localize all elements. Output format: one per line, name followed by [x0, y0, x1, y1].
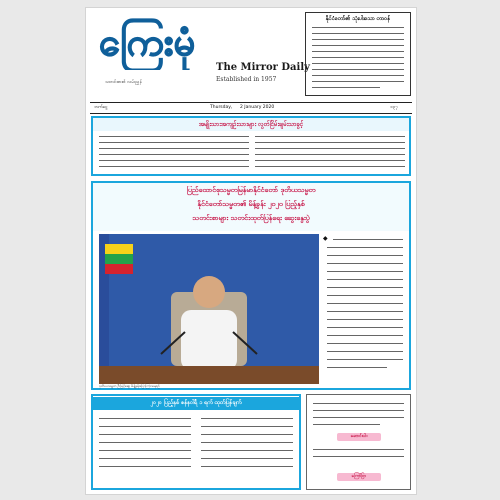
person-head: [193, 276, 225, 308]
feature-photo: [99, 234, 319, 384]
established-note: Established in 1957: [216, 76, 277, 83]
bottom-story-title: ၂၀၂၀ ပြည့်နှစ် ဇန်နဝါရီ ၁ ရက် ထုတ်ပြန်ချက်: [93, 397, 299, 410]
text-line: [201, 450, 293, 451]
text-line: [99, 450, 191, 451]
bullet-icon: ◆: [323, 235, 328, 242]
flag-green: [105, 254, 133, 264]
text-line: [99, 458, 191, 459]
article-headline: အမျိုးသားအကျဉ်းသားများ လွတ်ငြိမ်းချမ်းသာခွင့်: [198, 121, 304, 128]
feature-headline-line: ပြည်ထောင်စုသမ္မတမြန်မာနိုင်ငံတော် ဒုတိယသမ္မတ: [186, 186, 316, 194]
text-line: [255, 148, 405, 149]
text-line: [201, 442, 293, 443]
text-line: [201, 466, 293, 467]
photo-caption: ဒုတိယသမ္မတ ဦးမြင့်ဆွေ မိန့်ခွန်းပြောကြားနေစဉ်: [99, 384, 160, 388]
burmese-title: ကြေးမုံ: [99, 20, 196, 64]
text-line: [255, 166, 405, 167]
article-header: [93, 118, 409, 131]
text-line: [255, 154, 405, 155]
text-line: [313, 417, 404, 418]
text-line: [327, 271, 403, 272]
text-line: [313, 456, 404, 457]
text-line: [255, 160, 405, 161]
flag-yellow: [105, 244, 133, 254]
text-line: [327, 295, 403, 296]
english-title: The Mirror Daily: [216, 62, 310, 73]
text-line: [201, 418, 293, 419]
feature-side-text: [323, 235, 407, 385]
date-bar-left: ဘက်ငွေ: [94, 104, 108, 110]
text-line: [327, 263, 403, 264]
tagline: သတင်းစာ၏ လမ်းညွှန်: [105, 80, 142, 85]
flag-red: [105, 264, 133, 274]
text-line: [327, 303, 403, 304]
text-line: [99, 148, 249, 149]
feature-headline-line: နိုင်ငံတော်သမ္မတ၏ မိန့်ခွန်း ၂၀၂၀ ပြည့်နှစ်: [197, 200, 305, 208]
text-line: [327, 327, 403, 328]
text-line: [312, 51, 404, 52]
photo-illustration: [99, 234, 319, 384]
masthead-logo: [95, 10, 215, 70]
text-line: [313, 449, 404, 450]
article-box: [91, 116, 411, 176]
text-line: [327, 255, 403, 256]
text-line: [327, 279, 403, 280]
feature-story: [91, 181, 411, 390]
text-line: [312, 75, 404, 76]
text-line: [99, 434, 191, 435]
text-line: [99, 426, 191, 427]
text-line: [99, 154, 249, 155]
text-line: [99, 160, 249, 161]
text-line: [312, 69, 404, 70]
feature-header: [93, 183, 409, 231]
text-line: [312, 45, 404, 46]
text-line: [312, 87, 380, 88]
text-line: [327, 359, 403, 360]
text-line: [313, 410, 404, 411]
text-line: [201, 426, 293, 427]
text-line: [99, 166, 249, 167]
text-line: [255, 136, 405, 137]
text-line: [99, 442, 191, 443]
text-line: [99, 466, 191, 467]
text-line: [201, 458, 293, 459]
text-line: [313, 424, 380, 425]
text-line: [327, 311, 403, 312]
text-line: [312, 39, 404, 40]
feature-headline-line: သတင်းစာများ သတင်းထုတ်ပြန်ရေး ဆွေးနွေးပွဲ: [192, 214, 310, 222]
text-line: [201, 434, 293, 435]
text-line: [327, 343, 403, 344]
index-box: [306, 394, 411, 490]
section-pill: ကြော်ငြာ: [337, 473, 381, 481]
text-line: [327, 367, 387, 368]
text-line: [327, 287, 403, 288]
text-line: [327, 351, 403, 352]
ear-box-title: နိုင်ငံတော်၏ သုံးပါးသော တာဝန်: [325, 16, 391, 22]
desk: [99, 366, 319, 384]
text-line: [327, 247, 403, 248]
text-line: [312, 81, 404, 82]
text-line: [312, 57, 404, 58]
issue-date: 2 January 2020: [240, 104, 275, 110]
text-line: [313, 403, 404, 404]
person-shirt: [181, 310, 237, 370]
text-line: [333, 239, 403, 240]
text-line: [327, 319, 403, 320]
text-line: [312, 33, 404, 34]
issue-day: Thursday,: [210, 104, 233, 110]
section-pill: ဆောင်းပါး: [337, 433, 381, 441]
text-line: [312, 63, 404, 64]
ear-box: [305, 12, 411, 96]
text-line: [99, 136, 249, 137]
date-bar: [90, 102, 412, 114]
date-bar-right: ၁၃၇: [390, 104, 398, 110]
text-line: [99, 142, 249, 143]
text-line: [312, 27, 404, 28]
bottom-story-box: [91, 394, 301, 490]
text-line: [99, 418, 191, 419]
text-line: [255, 142, 405, 143]
text-line: [327, 335, 403, 336]
